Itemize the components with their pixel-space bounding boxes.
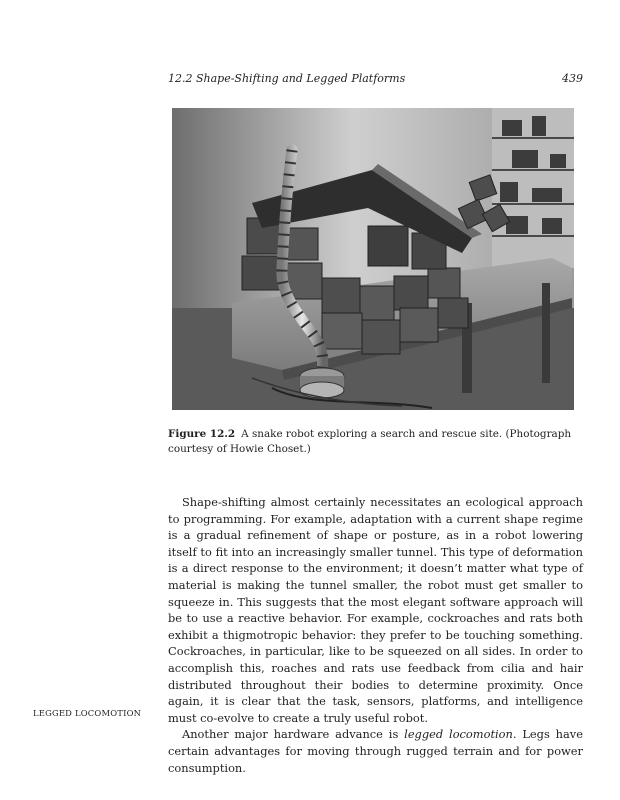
paragraph-1: Shape-shifting almost certainly necessitates an ecological approach to programming. For example, adaptation with a current shape regime is a gradual refinement of shape or posture, as in a robot lowering itself to fit into an increasingly smaller tunnel. This type of deformation is a direct response to the environment; it doesn’t matter what type of material is making the tunnel smaller, the robot must get smaller to squeeze in. This suggests that the most elegant software approach will be to use a reactive behavior. For example, cockroaches and rats both exhibit a thigmotropic behavior: they prefer to be touching something. Cockroaches, in particular, like to be squeezed on all sides. In order to accomplish this, roaches and rats use feedback from cilia and hair distributed throughout their bodies to determine proximity. Once again, it is clear that the task, sensors, platforms, and intelligence must co-evolve to create a truly useful robot. bbox=[168, 495, 583, 725]
margin-note: LEGGED LOCOMOTION bbox=[33, 708, 142, 718]
page-number: 439 bbox=[562, 72, 583, 85]
emphasis-term: legged locomotion. bbox=[404, 727, 517, 742]
paragraph-2 bbox=[168, 726, 583, 776]
section-title: 12.2 Shape-Shifting and Legged Platforms bbox=[168, 72, 406, 85]
paragraph-2-lead: Another major hardware advance is bbox=[182, 727, 405, 742]
figure-caption-text: A snake robot exploring a search and rescue site. (Photograph courtesy of Howie Choset.) bbox=[168, 428, 572, 455]
paragraph-2-rest: Legs have certain advantages for moving through rugged terrain and for power consumption. bbox=[168, 727, 583, 775]
running-header bbox=[168, 72, 583, 85]
body-text bbox=[168, 494, 583, 776]
figure-caption bbox=[168, 427, 583, 457]
snake-robot-photo bbox=[172, 108, 574, 410]
figure-label: Figure 12.2 bbox=[168, 428, 236, 440]
